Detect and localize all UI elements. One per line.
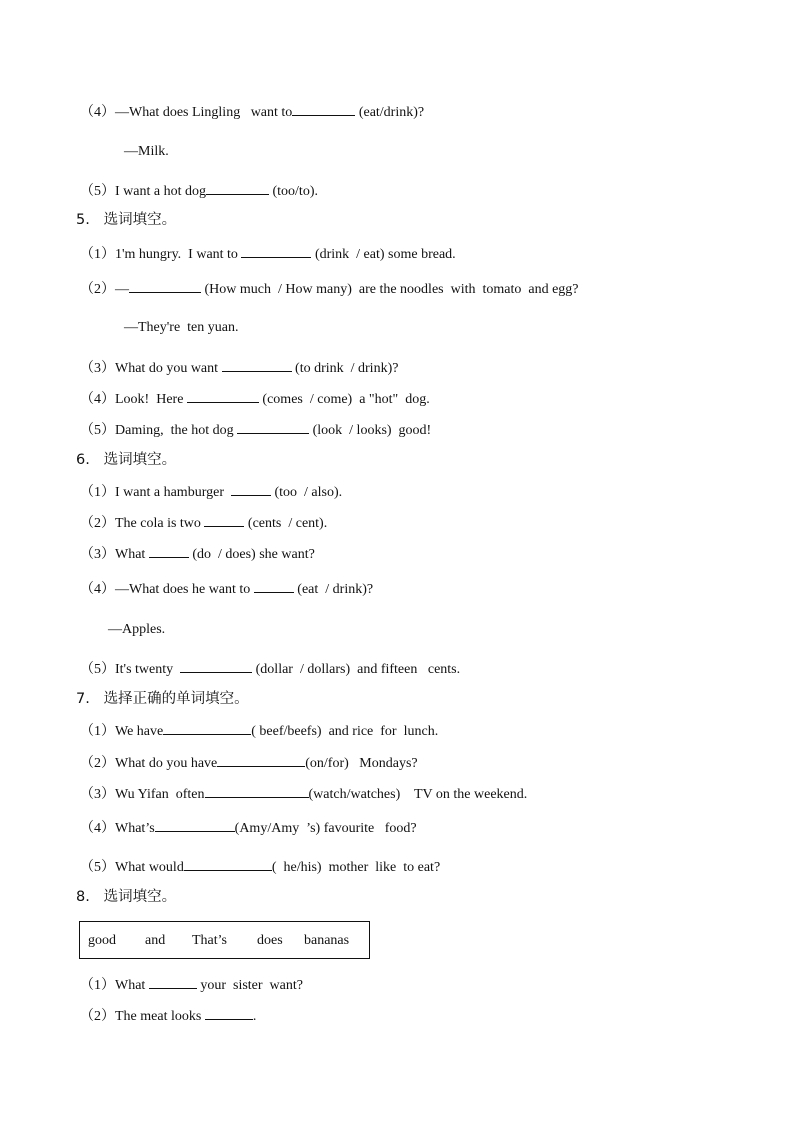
word-bank-word: That’s xyxy=(192,933,227,948)
word-bank-word: bananas xyxy=(304,933,350,948)
answer-blank[interactable] xyxy=(205,783,309,798)
s6-item-5: （5）It's twenty (dollar / dollars) and fifteen cents. xyxy=(80,658,460,680)
q4-item-4-answer: —Milk. xyxy=(124,144,169,159)
answer-blank[interactable] xyxy=(217,752,305,767)
s6-item-2: （2）The cola is two (cents / cent). xyxy=(80,512,327,534)
word-bank-word: does xyxy=(257,933,283,948)
answer-blank[interactable] xyxy=(184,856,272,871)
answer-blank[interactable] xyxy=(155,817,235,832)
s5-item-4: （4）Look! Here (comes / come) a "hot" dog. xyxy=(80,388,430,410)
s7-item-2: （2）What do you have (on/for) Mondays? xyxy=(80,752,418,774)
answer-blank[interactable] xyxy=(149,974,197,989)
s5-item-2: （2）— (How much / How many) are the noodles with tomato and egg? xyxy=(80,278,579,300)
s7-item-4: （4）What’s (Amy/Amy ’s) favourite food? xyxy=(80,817,417,839)
answer-blank[interactable] xyxy=(222,357,292,372)
section-7-heading: 7. 选择正确的单词填空。 xyxy=(76,691,249,707)
s8-item-1: （1）What your sister want? xyxy=(80,974,303,996)
section-6-heading: 6. 选词填空。 xyxy=(76,452,177,468)
s6-item-4: （4）—What does he want to (eat / drink)? xyxy=(80,578,373,600)
s7-item-3: （3）Wu Yifan often (watch/watches) TV on the weekend. xyxy=(80,783,527,805)
q4-item-4: （4）—What does Lingling want to (eat/drink)? xyxy=(80,101,424,123)
answer-blank[interactable] xyxy=(254,578,294,593)
word-bank-word: good xyxy=(88,933,116,948)
s7-item-1: （1）We have ( beef/beefs) and rice for lunch. xyxy=(80,720,438,742)
answer-blank[interactable] xyxy=(205,1005,253,1020)
answer-blank[interactable] xyxy=(241,243,311,258)
s7-item-5: （5）What would ( he/his) mother like to eat? xyxy=(80,856,440,878)
answer-blank[interactable] xyxy=(163,720,251,735)
q4-item-5: （5）I want a hot dog (too/to). xyxy=(80,180,318,202)
section-8-heading: 8. 选词填空。 xyxy=(76,889,177,905)
s6-item-4-answer: —Apples. xyxy=(108,622,166,637)
s5-item-1: （1）1'm hungry. I want to (drink / eat) some bread. xyxy=(80,243,456,265)
answer-blank[interactable] xyxy=(292,101,355,116)
answer-blank[interactable] xyxy=(180,658,252,673)
answer-blank[interactable] xyxy=(129,278,201,293)
word-bank-word: and xyxy=(145,933,166,948)
s5-item-2-answer: —They're ten yuan. xyxy=(124,320,239,335)
answer-blank[interactable] xyxy=(206,180,269,195)
s5-item-5: （5）Daming, the hot dog (look / looks) good! xyxy=(80,419,431,441)
word-bank-box xyxy=(79,921,370,959)
answer-blank[interactable] xyxy=(237,419,309,434)
s6-item-1: （1）I want a hamburger (too / also). xyxy=(80,481,342,503)
s6-item-3: （3）What (do / does) she want? xyxy=(80,543,315,565)
answer-blank[interactable] xyxy=(204,512,244,527)
section-5-heading: 5. 选词填空。 xyxy=(76,212,177,228)
answer-blank[interactable] xyxy=(231,481,271,496)
answer-blank[interactable] xyxy=(149,543,189,558)
s5-item-3: （3）What do you want (to drink / drink)? xyxy=(80,357,398,379)
answer-blank[interactable] xyxy=(187,388,259,403)
s8-item-2: （2）The meat looks . xyxy=(80,1005,256,1027)
